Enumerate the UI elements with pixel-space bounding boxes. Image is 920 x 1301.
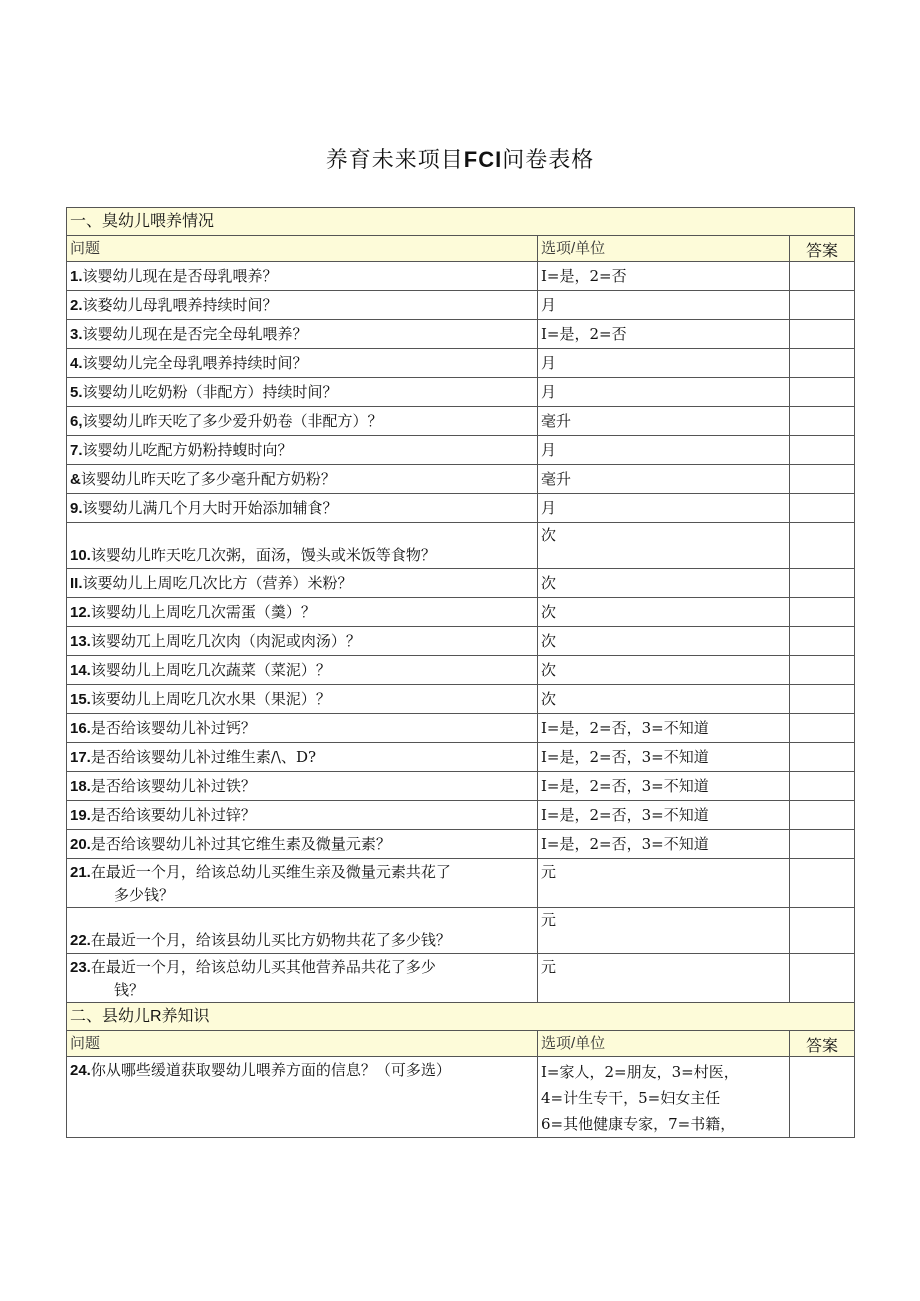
option-cell: I=是，2=否，3=不知道 — [538, 830, 790, 859]
section-title: 一、臭幼儿喂养情况 — [67, 208, 855, 236]
question-cell — [67, 320, 538, 349]
option-cell: I=是，2=否，3=不知道 — [538, 714, 790, 743]
answer-input-cell[interactable] — [790, 685, 855, 714]
answer-input-cell[interactable] — [790, 772, 855, 801]
answer-input-cell[interactable] — [790, 407, 855, 436]
table-row — [67, 1057, 855, 1138]
table-row — [67, 436, 855, 465]
question-cell — [67, 262, 538, 291]
question-cell — [67, 801, 538, 830]
answer-input-cell[interactable] — [790, 291, 855, 320]
question-number: 3. — [70, 325, 83, 343]
table-row — [67, 714, 855, 743]
question-text: 是否给该婴幼儿补过铁？ — [90, 776, 256, 795]
question-text: 是否给该要幼儿补过锌？ — [90, 805, 256, 824]
question-number: 16. — [70, 719, 91, 737]
table-row — [67, 656, 855, 685]
question-cell — [67, 1057, 538, 1138]
option-cell: 月 — [538, 436, 790, 465]
option-cell: 月 — [538, 378, 790, 407]
question-number: 22. — [70, 932, 91, 949]
option-cell: 元 — [538, 859, 790, 908]
question-text: 在最近一个月，给该县幼儿买比方奶物共花了多少钱？ — [90, 931, 451, 949]
answer-input-cell[interactable] — [790, 954, 855, 1003]
question-number: & — [70, 470, 81, 488]
option-cell: 次 — [538, 523, 790, 569]
question-cell — [67, 465, 538, 494]
section-header-knowledge — [67, 1003, 855, 1031]
table-row — [67, 262, 855, 291]
table-row — [67, 743, 855, 772]
option-line: 6=其他健康专家，7=书籍， — [541, 1115, 736, 1133]
answer-input-cell[interactable] — [790, 598, 855, 627]
column-header-question: 问题 — [67, 1031, 538, 1057]
question-text-continued: 钱？ — [114, 981, 145, 999]
table-row — [67, 291, 855, 320]
question-text-continued: 多少钱？ — [114, 886, 175, 904]
answer-input-cell[interactable] — [790, 494, 855, 523]
answer-input-cell[interactable] — [790, 908, 855, 954]
question-cell — [67, 656, 538, 685]
option-cell: 次 — [538, 569, 790, 598]
answer-input-cell[interactable] — [790, 1057, 855, 1138]
question-number: 13. — [70, 632, 91, 650]
question-number: 21. — [70, 864, 91, 881]
question-text: 该婴幼儿昨天吃了多少毫升配方奶粉？ — [80, 469, 336, 488]
question-number: 9. — [70, 499, 83, 517]
question-number: 6, — [70, 412, 83, 430]
table-row — [67, 465, 855, 494]
question-text: 该婴幼儿昨天吃了多少爱升奶卷（非配方）？ — [82, 411, 383, 430]
question-text: 该婴幼儿上周吃几次蔬菜（菜泥）？ — [90, 660, 331, 679]
table-row — [67, 830, 855, 859]
answer-input-cell[interactable] — [790, 262, 855, 291]
question-number: 15. — [70, 690, 91, 708]
answer-input-cell[interactable] — [790, 349, 855, 378]
table-row — [67, 598, 855, 627]
table-row — [67, 627, 855, 656]
table-row — [67, 320, 855, 349]
question-number: 7. — [70, 441, 83, 459]
question-number: 4. — [70, 354, 83, 372]
table-row — [67, 569, 855, 598]
answer-input-cell[interactable] — [790, 378, 855, 407]
question-cell — [67, 685, 538, 714]
column-header-option: 选项/单位 — [538, 236, 790, 262]
fci-questionnaire-table — [66, 207, 855, 1138]
option-line: 4=计生专干，5=妇女主任 — [541, 1089, 721, 1107]
table-row — [67, 378, 855, 407]
column-header-question: 问题 — [67, 236, 538, 262]
option-cell: 元 — [538, 908, 790, 954]
table-row — [67, 954, 855, 1003]
question-text: 该婴幼兀上周吃几次肉（肉泥或肉汤）？ — [90, 631, 361, 650]
option-cell: I=是，2=否，3=不知道 — [538, 743, 790, 772]
question-cell — [67, 494, 538, 523]
table-row — [67, 772, 855, 801]
question-text: 该婴幼儿现在是否母乳喂养？ — [82, 266, 278, 285]
question-cell — [67, 407, 538, 436]
column-header-answer: 答案 — [790, 236, 855, 262]
column-header-answer: 答案 — [790, 1031, 855, 1057]
section-header-feeding — [67, 208, 855, 236]
option-cell: 月 — [538, 349, 790, 378]
question-number: 20. — [70, 835, 91, 853]
option-cell: 元 — [538, 954, 790, 1003]
question-text: 该要幼儿上周吃几次水果（果泥）？ — [90, 689, 331, 708]
question-number: 23. — [70, 959, 91, 976]
question-text: 在最近一个月，给该总幼儿买维生亲及微量元素共花了 — [90, 863, 451, 881]
question-cell — [67, 627, 538, 656]
question-cell — [67, 908, 538, 954]
question-text: 该婴幼儿上周吃几次需蛋（羹）？ — [90, 602, 316, 621]
option-cell: 次 — [538, 598, 790, 627]
question-text: 该婺幼儿母乳喂养持续时间？ — [82, 295, 278, 314]
option-cell: 月 — [538, 291, 790, 320]
question-text: 该婴幼儿满几个月大时开始添加辅食？ — [82, 498, 338, 517]
option-cell: 毫升 — [538, 465, 790, 494]
option-cell: 次 — [538, 656, 790, 685]
option-cell: 次 — [538, 685, 790, 714]
question-cell — [67, 349, 538, 378]
option-cell — [538, 1057, 790, 1138]
answer-input-cell[interactable] — [790, 859, 855, 908]
answer-input-cell[interactable] — [790, 523, 855, 569]
question-cell — [67, 743, 538, 772]
answer-input-cell[interactable] — [790, 743, 855, 772]
question-number: 17. — [70, 748, 91, 766]
question-cell — [67, 378, 538, 407]
question-cell — [67, 859, 538, 908]
question-text: 你从哪些缓道获取婴幼儿喂养方面的信息？（可多选） — [90, 1061, 451, 1079]
question-cell — [67, 772, 538, 801]
answer-input-cell[interactable] — [790, 801, 855, 830]
question-text: 该婴幼儿吃奶粉（非配方）持续时间？ — [82, 382, 338, 401]
question-cell — [67, 830, 538, 859]
question-number: 19. — [70, 806, 91, 824]
option-cell: 月 — [538, 494, 790, 523]
question-number: II. — [70, 574, 83, 592]
question-cell — [67, 954, 538, 1003]
table-row — [67, 908, 855, 954]
page-title: 养育未来项目FCI问卷表格 — [325, 147, 595, 173]
table-row — [67, 801, 855, 830]
question-cell — [67, 436, 538, 465]
option-cell: I=是，2=否，3=不知道 — [538, 772, 790, 801]
option-cell: I=是，2=否，3=不知道 — [538, 801, 790, 830]
question-cell — [67, 291, 538, 320]
question-cell — [67, 598, 538, 627]
answer-input-cell[interactable] — [790, 465, 855, 494]
table-row — [67, 523, 855, 569]
question-number: 2. — [70, 296, 83, 314]
question-number: 14. — [70, 661, 91, 679]
option-cell: I=是，2=否 — [538, 320, 790, 349]
answer-input-cell[interactable] — [790, 627, 855, 656]
option-cell: 毫升 — [538, 407, 790, 436]
question-number: 10. — [70, 547, 91, 564]
question-text: 在最近一个月，给该总幼儿买其他营养品共花了多少 — [90, 958, 436, 976]
question-number: 1. — [70, 267, 83, 285]
table-row — [67, 494, 855, 523]
column-header-option: 选项/单位 — [538, 1031, 790, 1057]
question-number: 24. — [70, 1062, 91, 1079]
table-row — [67, 685, 855, 714]
question-text: 该婴幼儿昨天吃几次粥，面汤，馒头或米饭等食物？ — [90, 546, 436, 564]
table-row — [67, 407, 855, 436]
column-header-row — [67, 236, 855, 262]
question-text: 是否给该婴幼儿补过其它维生素及微量元素？ — [90, 834, 391, 853]
question-text: 是否给该婴幼儿补过维生素/\、D? — [90, 747, 317, 766]
table-row — [67, 859, 855, 908]
answer-input-cell[interactable] — [790, 320, 855, 349]
question-text: 该婴幼儿吃配方奶粉持蝮时向？ — [82, 440, 293, 459]
answer-input-cell[interactable] — [790, 569, 855, 598]
answer-input-cell[interactable] — [790, 830, 855, 859]
option-cell: I=是，2=否 — [538, 262, 790, 291]
question-text: 该婴幼儿现在是否完全母轧喂养？ — [82, 324, 308, 343]
question-number: 18. — [70, 777, 91, 795]
question-number: 5. — [70, 383, 83, 401]
answer-input-cell[interactable] — [790, 714, 855, 743]
section-title: 二、县幼儿R养知识 — [67, 1003, 855, 1031]
question-text: 该婴幼儿完全母乳喂养持续时间？ — [82, 353, 308, 372]
option-cell: 次 — [538, 627, 790, 656]
option-line: I=家人，2=朋友，3=村医， — [541, 1063, 739, 1081]
question-number: 12. — [70, 603, 91, 621]
answer-input-cell[interactable] — [790, 436, 855, 465]
column-header-row — [67, 1031, 855, 1057]
question-cell — [67, 714, 538, 743]
question-cell — [67, 523, 538, 569]
answer-input-cell[interactable] — [790, 656, 855, 685]
question-text: 是否给该婴幼儿补过钙？ — [90, 718, 256, 737]
question-cell — [67, 569, 538, 598]
table-row — [67, 349, 855, 378]
question-text: 该要幼儿上周吃几次比方（营养）米粉？ — [82, 573, 353, 592]
